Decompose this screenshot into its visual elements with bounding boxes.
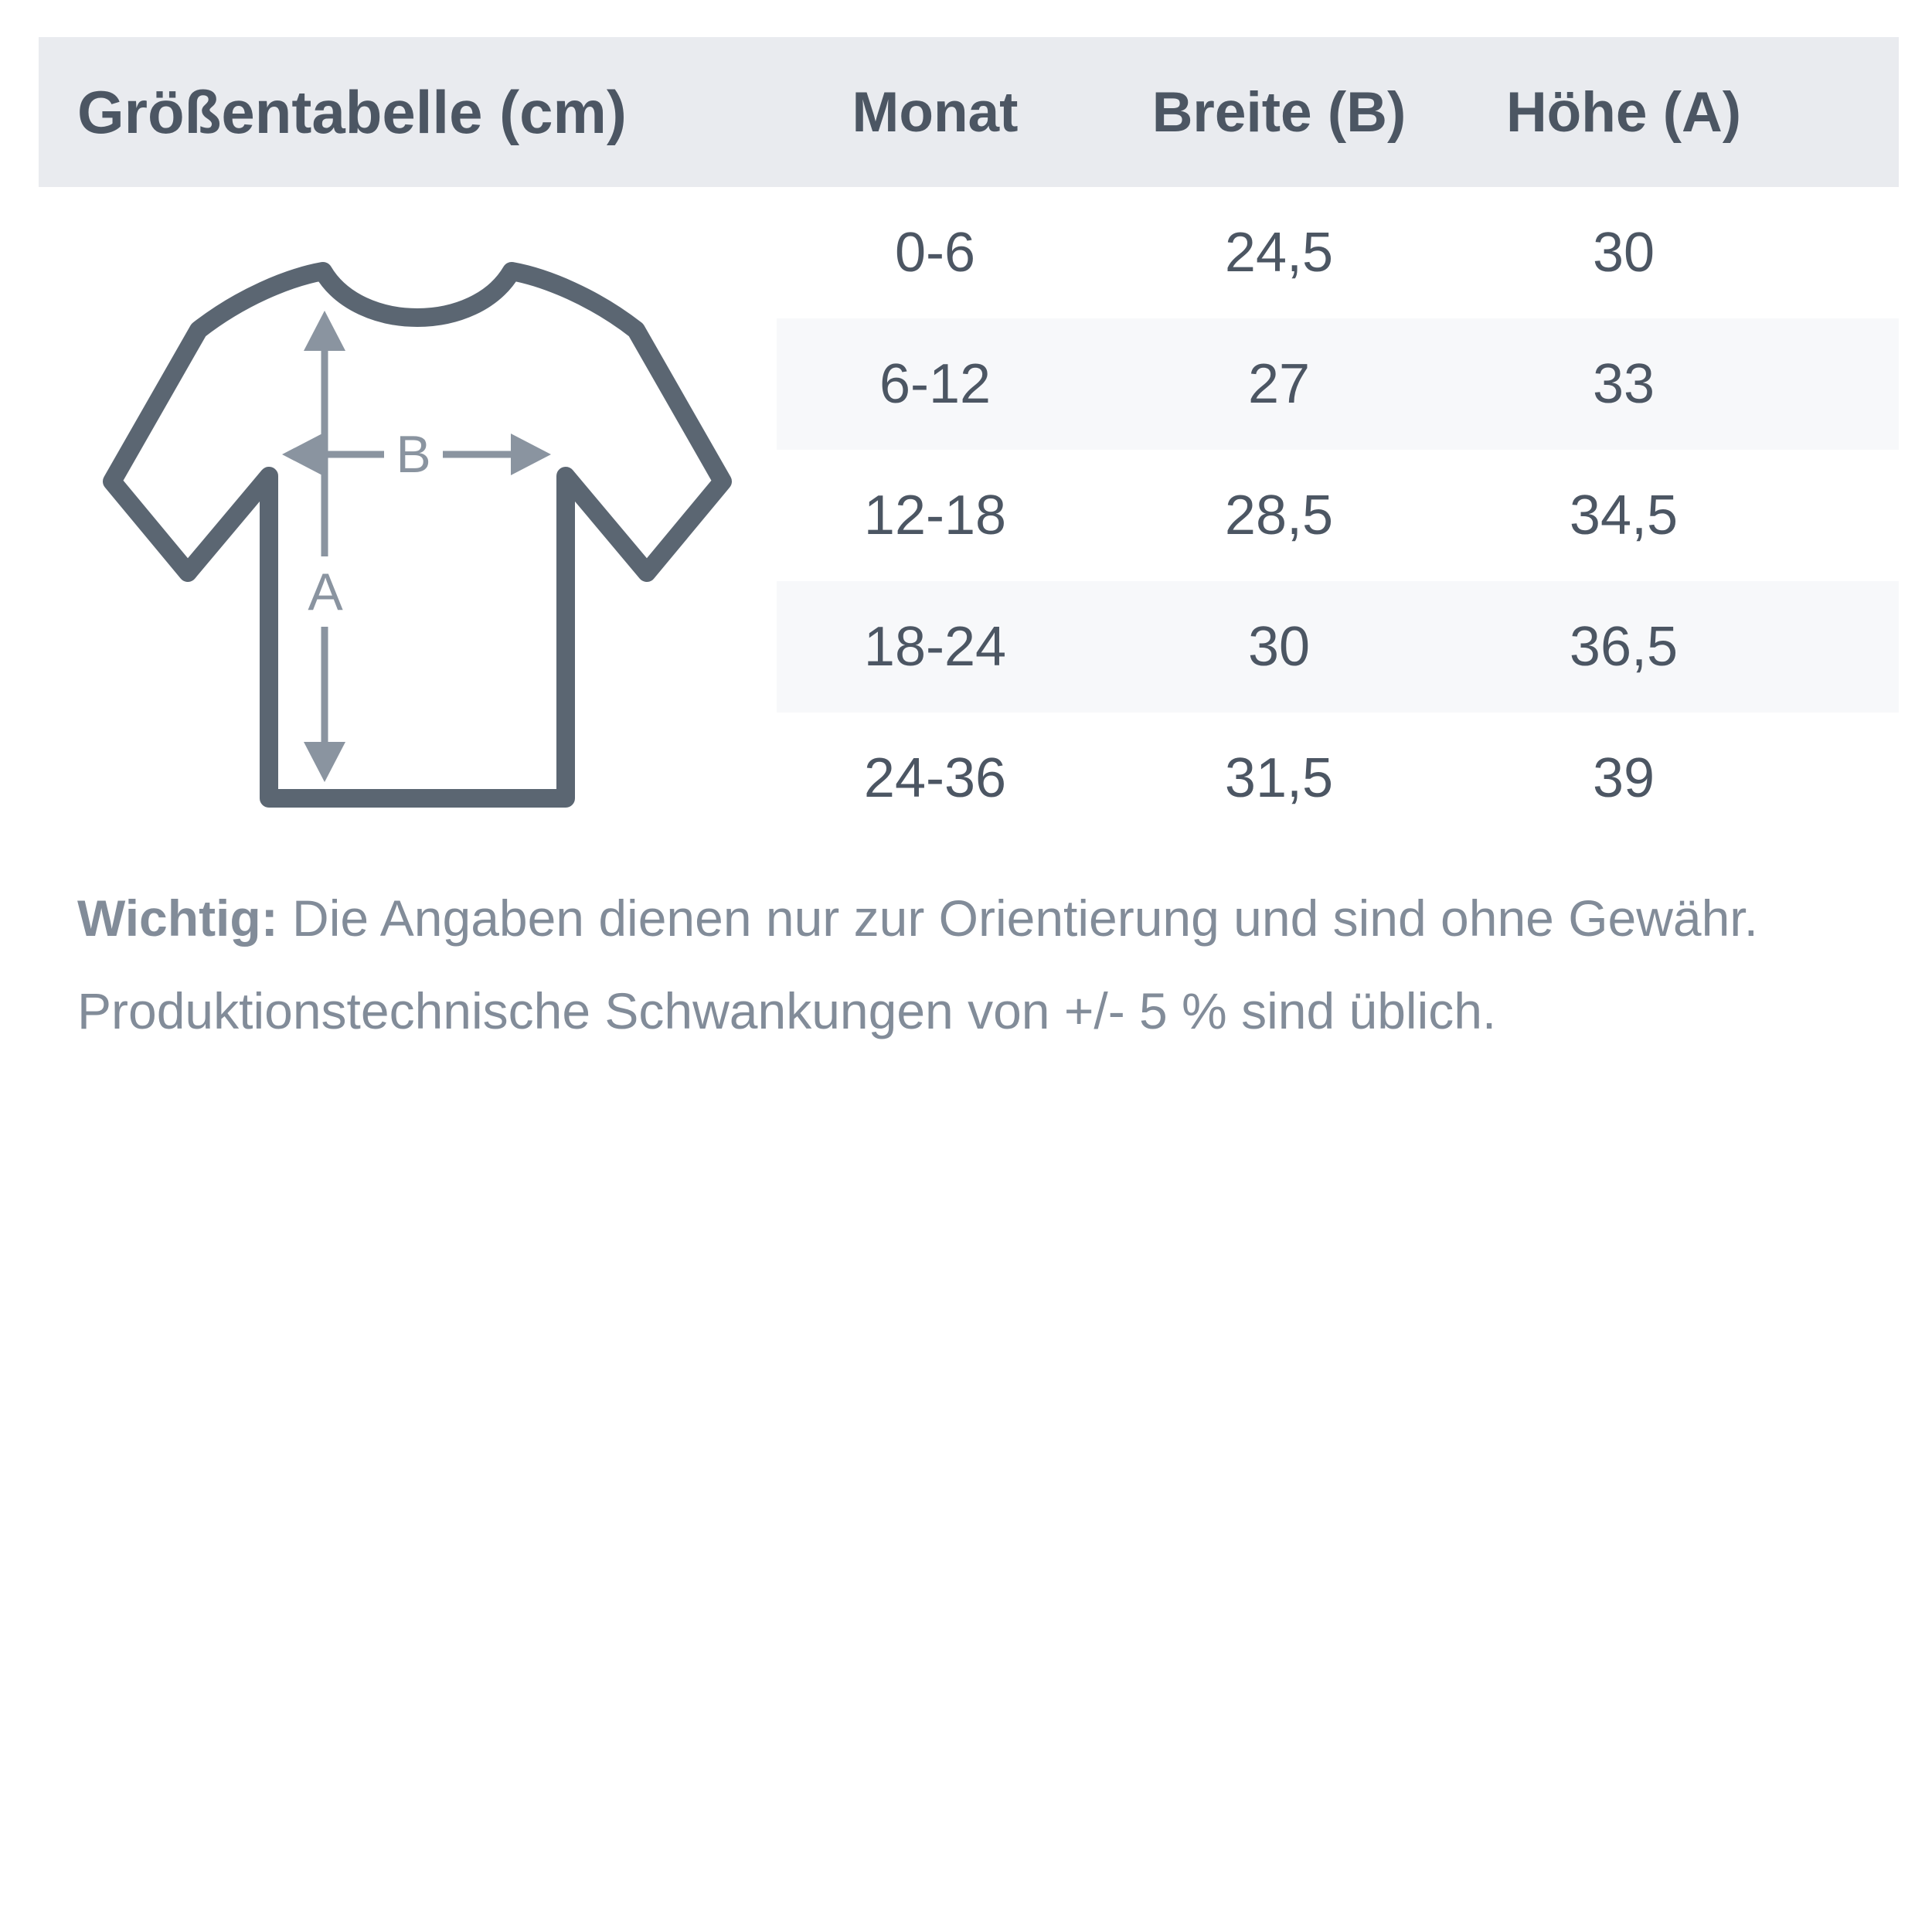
cell-hoehe: 33 [1592,353,1655,415]
cell-monat: 18-24 [863,616,1007,678]
size-table-header [39,37,1899,187]
cell-monat: 12-18 [863,485,1007,546]
note-line2: Produktionstechnische Schwankungen von +/- 5 % sind üblich. [77,982,1497,1039]
label-a: A [308,563,343,621]
row-cells [777,450,1899,581]
cell-monat: 6-12 [879,353,992,415]
cell-hoehe: 30 [1592,222,1655,284]
row-cells [777,187,1899,318]
row-cells [777,581,1899,713]
tshirt-icon [112,271,723,798]
cell-hoehe: 39 [1592,747,1655,809]
cell-hoehe: 34,5 [1569,485,1679,546]
important-note [77,872,1870,1057]
note-prefix: Wichtig: [77,889,278,947]
row-cells [777,713,1899,844]
page-title: Größentabelle (cm) [77,77,627,146]
cell-monat: 24-36 [863,747,1007,809]
cell-breite: 24,5 [1224,222,1334,284]
cell-hoehe: 36,5 [1569,616,1679,678]
cell-breite: 30 [1247,616,1311,678]
cell-breite: 28,5 [1224,485,1334,546]
tshirt-diagram-svg [89,257,746,825]
column-header-hoehe: Höhe (A) [1505,80,1742,144]
label-b: B [396,425,431,484]
column-header-breite: Breite (B) [1151,80,1406,144]
row-cells [777,318,1899,450]
cell-breite: 31,5 [1224,747,1334,809]
column-header-monat: Monat [852,80,1019,144]
cell-breite: 27 [1247,353,1311,415]
tshirt-size-diagram [89,257,746,825]
note-line1: Die Angaben dienen nur zur Orientierung und sind ohne Gewähr. [292,889,1758,947]
cell-monat: 0-6 [894,222,976,284]
